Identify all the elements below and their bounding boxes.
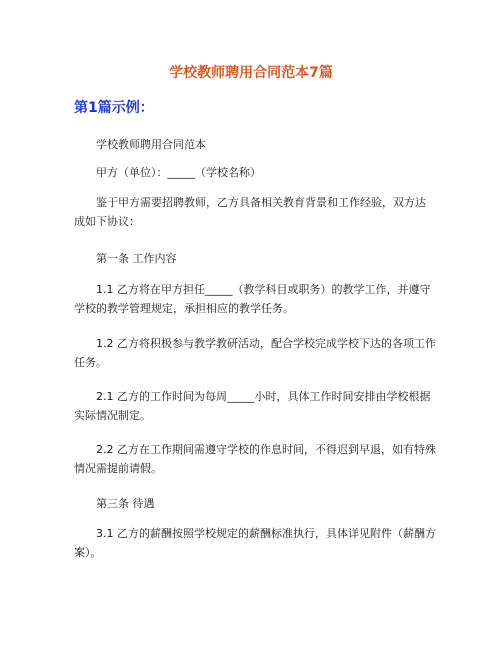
paragraph-contract-name: 学校教师聘用合同范本 bbox=[96, 138, 206, 151]
paragraph-article-1: 第一条 工作内容 bbox=[96, 252, 177, 265]
document-title: 学校教师聘用合同范本7篇 bbox=[169, 65, 333, 81]
paragraph-article-3: 第三条 待遇 bbox=[96, 497, 155, 510]
section-heading: 第1篇示例： bbox=[74, 100, 154, 116]
paragraph-clause-1-1: 1.1 乙方将在甲方担任_____（教学科目或职务）的教学工作，并遵守学校的教学管理规定，承担相应的教学任务。 bbox=[74, 283, 431, 315]
paragraph-clause-2-1: 2.1 乙方的工作时间为每周_____小时，具体工作时间安排由学校根据实际情况制定。 bbox=[74, 390, 431, 422]
paragraph-clause-1-2: 1.2 乙方将积极参与教学教研活动，配合学校完成学校下达的各项工作任务。 bbox=[74, 337, 436, 369]
paragraph-party-a: 甲方（单位）：_____（学校名称） bbox=[96, 166, 261, 179]
paragraph-clause-3-1: 3.1 乙方的薪酬按照学校规定的薪酬标准执行，具体详见附件（薪酬方案）。 bbox=[74, 527, 436, 559]
paragraph-clause-2-2: 2.2 乙方在工作期间需遵守学校的作息时间，不得迟到早退，如有特殊情况需提前请假。 bbox=[74, 443, 436, 475]
paragraph-preamble: 鉴于甲方需要招聘教师，乙方具备相关教育背景和工作经验，双方达成如下协议： bbox=[74, 196, 426, 228]
